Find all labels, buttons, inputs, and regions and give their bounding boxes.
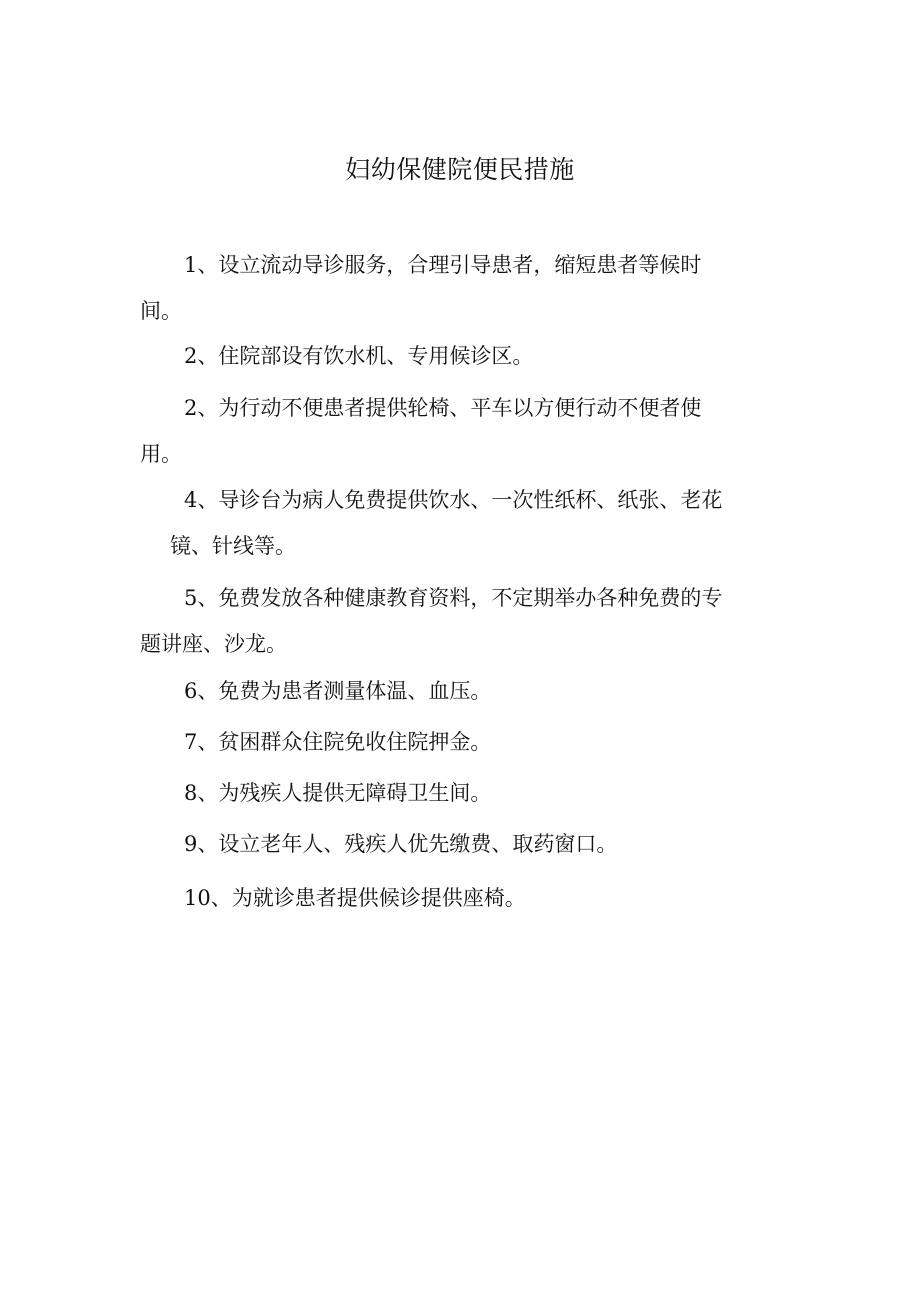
list-item — [140, 385, 785, 477]
item-line: 6、免费为患者测量体温、血压。 — [184, 679, 492, 703]
list-item — [140, 242, 785, 334]
list-item — [140, 719, 785, 765]
item-line: 8、为残疾人提供无障碍卫生间。 — [184, 781, 492, 805]
item-continuation: 镜、针线等。 — [170, 534, 296, 558]
document-title: 妇幼保健院便民措施 — [345, 155, 575, 184]
item-line: 4、导诊台为病人免费提供饮水、一次性纸杯、纸张、老花 — [184, 488, 723, 512]
list-item — [140, 477, 785, 569]
list-item — [140, 575, 785, 667]
item-continuation: 用。 — [140, 442, 182, 466]
item-continuation: 题讲座、沙龙。 — [140, 632, 287, 656]
item-line: 7、贫困群众住院免收住院押金。 — [184, 730, 492, 754]
item-line: 1、设立流动导诊服务，合理引导患者，缩短患者等候时 — [184, 253, 702, 277]
list-item — [140, 668, 785, 714]
item-line: 10、为就诊患者提供候诊提供座椅。 — [184, 886, 526, 910]
list-item — [140, 875, 785, 921]
item-line: 2、为行动不便患者提供轮椅、平车以方便行动不便者使 — [184, 396, 702, 420]
item-line: 9、设立老年人、残疾人优先缴费、取药窗口。 — [184, 832, 618, 856]
item-line: 5、免费发放各种健康教育资料，不定期举办各种免费的专 — [184, 586, 723, 610]
list-item — [140, 770, 785, 816]
list-item — [140, 821, 785, 867]
list-item — [140, 333, 785, 379]
item-line: 2、住院部设有饮水机、专用候诊区。 — [184, 344, 534, 368]
item-continuation: 间。 — [140, 299, 182, 323]
